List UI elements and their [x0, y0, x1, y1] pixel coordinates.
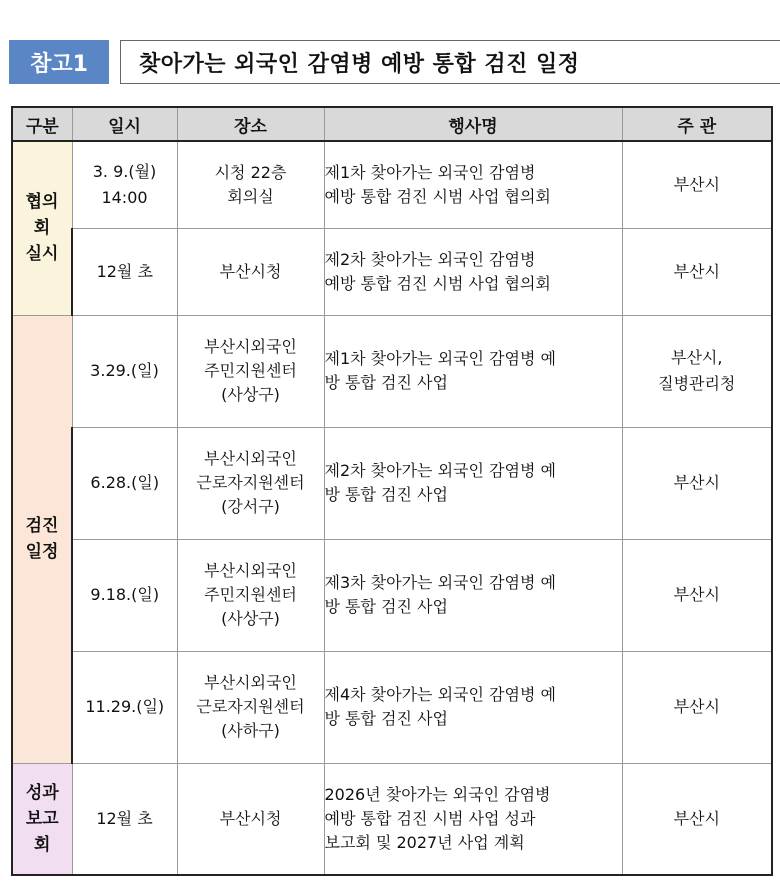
category-cell-line: 회 [34, 834, 51, 855]
category-cell-line: 검진 [25, 516, 59, 536]
title-bar [9, 40, 772, 84]
column-header-place: 장소 [177, 107, 324, 141]
date-cell-line: 9.18.(일) [90, 585, 160, 604]
date-cell-line: 6.28.(일) [90, 473, 160, 492]
category-cell-line: 회 [33, 218, 51, 239]
place-cell [177, 427, 324, 539]
date-cell [72, 141, 177, 228]
host-cell-line: 부산시 [673, 261, 720, 281]
category-cell-line: 실시 [25, 244, 59, 265]
table-row [12, 141, 772, 228]
place-cell-line: (강서구) [221, 497, 280, 516]
event-cell-line: 제4차 찾아가는 외국인 감염병 예 [324, 685, 556, 704]
host-cell [622, 141, 772, 228]
date-cell [72, 427, 177, 539]
place-cell [177, 763, 324, 875]
date-cell-line: 12월 초 [96, 261, 153, 281]
table-row [12, 651, 772, 763]
date-cell-line: 11.29.(일) [85, 697, 165, 716]
host-cell-line: 부산시 [673, 808, 720, 828]
category-cell-line: 협의 [25, 192, 59, 213]
place-cell [177, 651, 324, 763]
host-cell [622, 315, 772, 427]
host-cell [622, 427, 772, 539]
event-cell [324, 228, 622, 315]
event-cell-line: 제2차 찾아가는 외국인 감염병 예 [324, 461, 556, 480]
column-header-category: 구분 [12, 107, 72, 141]
place-cell-line: 부산시외국인 [204, 337, 297, 356]
event-cell-line: 보고회 및 2027년 사업 계획 [324, 832, 525, 852]
event-cell-line: 제2차 찾아가는 외국인 감염병 [324, 249, 536, 269]
event-cell-line: 방 통합 검진 사업 [324, 709, 448, 728]
event-cell [324, 651, 622, 763]
document-title: 찾아가는 외국인 감염병 예방 통합 검진 일정 [120, 40, 780, 84]
event-cell-line: 방 통합 검진 사업 [324, 373, 448, 392]
place-cell-line: (사상구) [221, 609, 280, 628]
category-cell-line: 일정 [25, 542, 59, 562]
date-cell [72, 651, 177, 763]
place-cell [177, 141, 324, 228]
table-row [12, 315, 772, 427]
place-cell-line: 시청 22층 [214, 162, 287, 182]
event-cell [324, 427, 622, 539]
column-header-datetime: 일시 [72, 107, 177, 141]
column-header-host: 주 관 [622, 107, 772, 141]
event-cell-line: 제1차 찾아가는 외국인 감염병 [324, 162, 536, 182]
host-cell [622, 651, 772, 763]
place-cell-line: 근로자지원센터 [196, 473, 305, 492]
host-cell [622, 539, 772, 651]
event-cell-line: 예방 통합 검진 시범 사업 협의회 [324, 186, 551, 206]
event-cell-line: 예방 통합 검진 시범 사업 협의회 [324, 273, 551, 293]
place-cell-line: 회의실 [227, 186, 274, 206]
host-cell [622, 763, 772, 875]
schedule-table [11, 106, 773, 876]
table-row [12, 763, 772, 875]
category-cell [12, 141, 72, 315]
date-cell-line: 12월 초 [96, 808, 153, 828]
host-cell-line: 부산시 [673, 585, 720, 604]
event-cell-line: 2026년 찾아가는 외국인 감염병 [324, 784, 551, 804]
table-row [12, 427, 772, 539]
date-cell-line: 3. 9.(월) [92, 161, 157, 181]
event-cell [324, 315, 622, 427]
event-cell-line: 방 통합 검진 사업 [324, 485, 448, 504]
host-cell-line: 부산시 [673, 697, 720, 716]
table-row [12, 539, 772, 651]
place-cell-line: (사하구) [221, 721, 280, 740]
event-cell [324, 141, 622, 228]
event-cell [324, 539, 622, 651]
date-cell-line: 3.29.(일) [90, 361, 159, 380]
place-cell-line: 부산시외국인 [204, 673, 297, 692]
event-cell-line: 제3차 찾아가는 외국인 감염병 예 [324, 573, 556, 592]
host-cell-line: 부산시 [673, 473, 720, 492]
date-cell [72, 315, 177, 427]
table-row [12, 228, 772, 315]
header-row [12, 107, 772, 141]
place-cell-line: 부산시외국인 [204, 449, 297, 468]
date-cell [72, 228, 177, 315]
event-cell-line: 제1차 찾아가는 외국인 감염병 예 [324, 349, 556, 368]
host-cell [622, 228, 772, 315]
host-cell-line: 질병관리청 [658, 374, 736, 393]
column-header-event: 행사명 [324, 107, 622, 141]
category-cell-line: 보고 [25, 808, 59, 829]
reference-badge: 참고1 [9, 40, 109, 84]
place-cell-line: 주민지원센터 [204, 361, 297, 380]
category-cell [12, 763, 72, 875]
place-cell [177, 228, 324, 315]
event-cell-line: 방 통합 검진 사업 [324, 597, 448, 616]
date-cell [72, 539, 177, 651]
place-cell-line: 부산시청 [219, 808, 282, 828]
event-cell-line: 예방 통합 검진 시범 사업 성과 [324, 808, 536, 828]
category-cell [12, 315, 72, 763]
place-cell-line: 근로자지원센터 [196, 697, 305, 716]
category-cell-line: 성과 [25, 782, 59, 803]
place-cell [177, 539, 324, 651]
place-cell [177, 315, 324, 427]
event-cell [324, 763, 622, 875]
place-cell-line: 부산시외국인 [204, 561, 297, 580]
host-cell-line: 부산시 [673, 174, 720, 194]
place-cell-line: 부산시청 [219, 261, 282, 281]
date-cell-line: 14:00 [101, 187, 148, 207]
place-cell-line: (사상구) [221, 385, 280, 404]
host-cell-line: 부산시, [671, 348, 723, 367]
date-cell [72, 763, 177, 875]
place-cell-line: 주민지원센터 [204, 585, 297, 604]
